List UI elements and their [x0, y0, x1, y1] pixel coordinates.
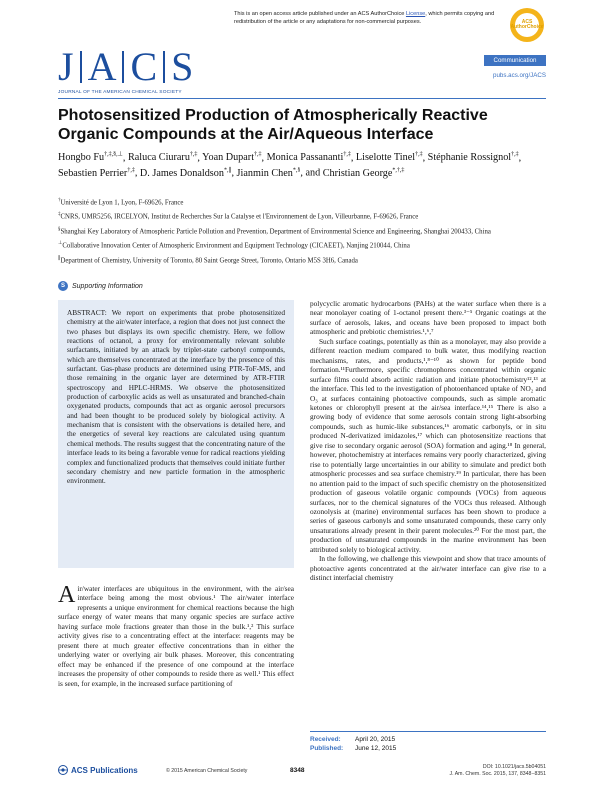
affiliation: [58, 210, 548, 221]
affiliation-mark: ∥: [58, 255, 61, 261]
affiliation: [58, 239, 548, 250]
author-name: D. James Donaldson: [139, 167, 224, 179]
affiliation: [58, 225, 548, 236]
jacs-logo: [58, 44, 194, 89]
logo-divider: [163, 51, 165, 83]
header-divider: [58, 98, 546, 99]
author-affiliation-marks: †,‡,§,⊥: [104, 152, 123, 158]
logo-divider: [80, 51, 82, 83]
affiliation-mark: †: [58, 198, 61, 203]
author: [428, 152, 519, 163]
author-name: Jianmin Chen: [236, 167, 293, 179]
author-affiliation-marks: †,‡: [127, 167, 135, 174]
author: [356, 152, 423, 163]
body-column-left: [58, 584, 294, 688]
acs-logo-icon: [58, 765, 68, 775]
license-link[interactable]: License: [405, 11, 426, 17]
author-affiliation-marks: †,‡: [189, 152, 198, 158]
page-number: 8348: [290, 767, 305, 774]
supporting-information-link[interactable]: [58, 281, 143, 291]
body-paragraph: polycyclic aromatic hydrocarbons (PAHs) at the water surface when there is a near monolayer coating of 1-octanol present there.³⁻⁵ Organic coatings at the surface of aerosols, lakes, and oceans have been proposed to impact both atmospheric and prebiotic chemistries.¹,⁶,⁷: [310, 299, 546, 337]
abstract-text: ABSTRACT: We report on experiments that probe photosensitized chemistry at the air/water interface, a region that does not just connect the two phases but displays its own specific chemistry. Here, we follow reactions of octanol, a proxy for environmentally relevant soluble surfactants, initiated by an attack by triplet-state carbonyl compounds, which are themselves concentrated at the interface by the presence of this surfactant. Gas-phase products are determined using PTR-ToF-MS, and those remaining in the organic layer are determined by ATR-FTIR spectroscopy and HPLC-HRMS. We observe the photosensitized production of carboxylic acids as well as unsaturated and branched-chain oxygenated products, compounds that act as organic aerosol precursors and had been thought to be produced solely by biological activity. A mechanism that is consistent with the observations is detailed here, and the energetics of several key reactions are calculated using quantum chemical methods. The results suggest that the concentrating nature of the interface leads to its being a favorable venue for radical reactions yielding complex and functionalized products that themselves could initiate further secondary chemistry and new particle formation in the atmospheric environment.: [67, 308, 285, 486]
author: [202, 152, 261, 163]
article-type-tag: Communication: [484, 55, 546, 66]
drop-cap: A: [58, 582, 76, 608]
author: [267, 152, 351, 163]
article-title: Photosensitized Production of Atmospherically Reactive Organic Compounds at the Air/Aqueous Interface: [58, 107, 488, 143]
acs-publications-logo: [58, 765, 138, 775]
author-affiliation-marks: *,†,‡: [392, 167, 405, 174]
affiliation-text: Collaborative Innovation Center of Atmospheric Environment and Equipment Technology (CICAEET), Nanjing 210044, China: [62, 242, 410, 250]
notice-text-start: This is an open access article published under an ACS AuthorChoice: [234, 11, 406, 17]
published-value: June 12, 2015: [355, 745, 397, 753]
author-affiliation-marks: *,§: [292, 167, 301, 174]
author-name: Raluca Ciuraru: [127, 152, 190, 164]
author-name: Monica Passananti: [266, 152, 344, 164]
received-value: April 20, 2015: [355, 736, 396, 743]
logo-letter: C: [130, 44, 158, 89]
body-paragraph: [58, 584, 294, 688]
author-name: Yoan Dupart: [202, 152, 255, 164]
publication-dates: [310, 731, 546, 754]
affiliation-mark: ⊥: [58, 241, 63, 247]
affiliation: [58, 254, 548, 265]
published-date: [310, 744, 546, 753]
received-date: [310, 735, 546, 744]
author-affiliation-marks: †,‡: [415, 152, 423, 158]
supporting-info-icon: S: [58, 281, 68, 291]
affiliation-text: Department of Chemistry, University of Toronto, 80 Saint George Street, Toronto, Ontario M5S 3H6, Canada: [60, 257, 358, 265]
badge-label: ACS AuthorChoice: [515, 13, 539, 37]
affiliation-text: CNRS, UMR5256, IRCELYON, Institut de Recherches Sur la Catalyse et l'Environnement de Lyon, Villeurbanne, F-69626, France: [60, 213, 419, 221]
paragraph-text: ir/water interfaces are ubiquitous in the environment, with the air/sea interface being among the most obvious.¹ The air/water interface represents a unique environment for chemical reactions because the high surface energy of water means that many organic species are surface active having surface mole fractions greater than those in the bulk.¹,² This surface activity gives rise to a concentrating effect at the interface: reagents may be present there at much greater effective concentrations than in either the underlying water or overlying air bulk phases. Moreover, this concentrating effect may be enhanced if the presence of one compound at the interface increases the propensity of other compounds to reside there as well.¹ This effect is seen, for example, in the increased surface partitioning of: [58, 584, 294, 688]
affiliation-text: Shanghai Key Laboratory of Atmospheric Particle Pollution and Prevention, Department of Environmental Science and Engineering, Shanghai 200433, China: [60, 228, 491, 236]
affiliation-text: Université de Lyon 1, Lyon, F-69626, France: [60, 199, 184, 207]
author: [140, 168, 232, 179]
author-affiliation-marks: †,‡: [343, 152, 351, 158]
author-name: Liselotte Tinel: [355, 152, 416, 164]
author-name: Christian George: [322, 167, 393, 179]
author: [58, 152, 123, 163]
journal-subtitle: JOURNAL OF THE AMERICAN CHEMICAL SOCIETY: [58, 90, 182, 95]
body-paragraph: In the following, we challenge this viewpoint and show that trace amounts of photoactive agents concentrated at the air/water interface can give rise to a distinct interfacial chemistry: [310, 554, 546, 583]
author-name: Stéphanie Rossignol: [427, 152, 512, 164]
body-paragraph: Such surface coatings, potentially as thin as a monolayer, may also provide a different reaction medium compared to bulk water, thus modifying reaction mechanisms, rates, and products,¹,⁸⁻¹⁰ as shown for peptide bond formation.¹¹Furthermore, specific chromophores concentrated within organic surface films could absorb actinic radiation and initiate photochemistry¹²,¹³ at the interface. This led to the investigation of photoenhanced uptake of NO₂ and O₃ at surfaces containing photoactive compounds, such as simple aromatic ketones or chlorophyll present at the air/sea interface.¹⁴,¹⁵ There is also a growing body of evidence that some aerosols contain strong light-absorbing compounds, such as humic-like substances,¹⁶ aromatic carbonyls, or in situ produced N-derivatized imidazoles,¹⁷ which can photosensitize reactions that give rise to secondary organic aerosol (SOA) formation and aging.¹⁸ In general, however, photochemistry at interfaces remains very poorly characterized, giving rise to potentially large uncertainties in our ability to simulate and predict both atmospheric processes and sea surface chemistry.¹⁹ In particular, there has been no attention paid to the impact of such specific chemistry on the photosensitized production of gaseous volatile organic compounds (VOCs) from aqueous surfaces, nor to the chemical signatures of the VOCs thus released. Although ozonolysis at (marine) environmental surfaces has been shown to produce a series of gaseous carbonyls and some unsaturated compounds, these carry only unsaturations already present in their parent molecules.²⁰ For the most part, the production of unsaturated compounds in the marine environment has been attributed solely to biological activity.: [310, 336, 546, 554]
affiliation: [58, 196, 548, 207]
acs-authorchoice-badge-icon: [510, 8, 544, 42]
page-footer: [58, 763, 546, 777]
open-access-notice: [234, 11, 504, 26]
received-label: Received:: [310, 736, 341, 743]
published-label: Published:: [310, 745, 344, 753]
logo-letter: S: [171, 44, 194, 89]
body-column-right: [310, 299, 546, 583]
author-name: Hongbo Fu: [58, 152, 105, 164]
journal-url-link[interactable]: pubs.acs.org/JACS: [493, 72, 546, 79]
abstract-box: [58, 300, 294, 568]
notice-text-end: , which permits copying and redistribution of the article or any adaptations for non-commercial purposes.: [234, 11, 495, 25]
doi[interactable]: DOI: 10.1021/jacs.5b04051: [482, 764, 546, 770]
citation: J. Am. Chem. Soc. 2015, 137, 8348−8351: [449, 771, 546, 777]
affiliation-mark: §: [58, 226, 61, 232]
logo-divider: [122, 51, 124, 83]
author: [237, 168, 301, 179]
author-affiliation-marks: †,‡: [511, 152, 519, 158]
author-list: Hongbo Fu†,‡,§,⊥, Raluca Ciuraru†,‡, Yoan Dupart†,‡, Monica Passananti†,‡, Liselotte Tinel†,‡, Stéphanie Rossignol†,‡, Sebastien Perrier†,‡, D. James Donaldson*,∥, Jianmin Chen*,§, and Christian George*,†,‡: [58, 152, 522, 179]
author: [323, 168, 405, 179]
doi-citation: [450, 764, 546, 778]
logo-letter: J: [58, 44, 74, 89]
author-affiliation-marks: †,‡: [254, 152, 262, 158]
author: [128, 152, 197, 163]
logo-letter: A: [87, 44, 117, 89]
affiliation-mark: ‡: [58, 212, 61, 218]
copyright-notice: © 2015 American Chemical Society: [166, 768, 248, 774]
author: [58, 168, 135, 179]
author-name: Sebastien Perrier: [58, 167, 128, 179]
author-affiliation-marks: *,∥: [223, 167, 232, 174]
publisher-name: ACS Publications: [71, 765, 138, 775]
affiliation-list: [58, 196, 548, 268]
supporting-info-label: Supporting Information: [72, 282, 143, 290]
